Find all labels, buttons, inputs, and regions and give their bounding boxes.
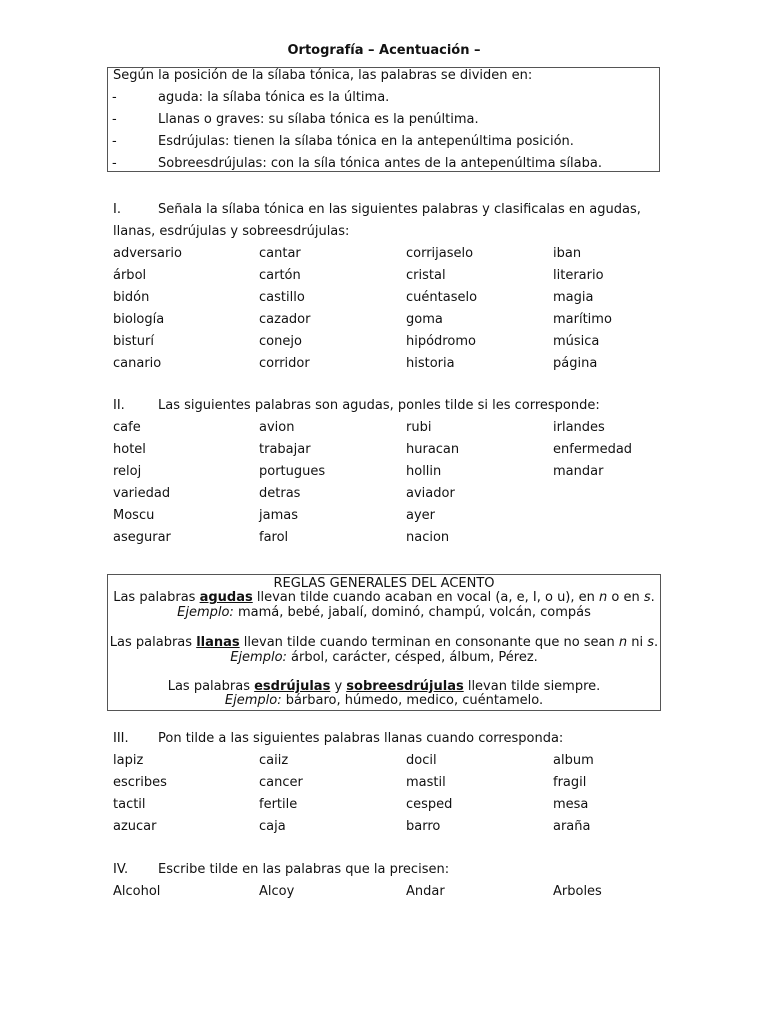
keyword-llanas: llanas [196,635,240,650]
word-cell: cafe [113,420,141,435]
word-cell: página [553,356,598,371]
word-cell: cancer [259,775,303,790]
word-cell: rubi [406,420,432,435]
intro-dash: - [112,90,117,105]
word-cell: bidón [113,290,150,305]
exercise-4-number: IV. [113,862,129,877]
intro-item: Esdrújulas: tienen la sílaba tónica en la antepenúltima posición. [158,134,574,149]
rule-agudas-example: Ejemplo: mamá, bebé, jabalí, dominó, champú, volcán, compás [177,605,591,620]
word-cell: avion [259,420,295,435]
word-cell: adversario [113,246,182,261]
intro-dash: - [112,112,117,127]
word-cell: barro [406,819,441,834]
word-cell: goma [406,312,443,327]
word-cell: Arboles [553,884,602,899]
exercise-1-instruction: Señala la sílaba tónica en las siguientes palabras y clasificalas en agudas, [158,202,641,217]
word-cell: caiiz [259,753,289,768]
word-cell: azucar [113,819,157,834]
word-cell: mastil [406,775,446,790]
word-cell: corridor [259,356,310,371]
word-cell: trabajar [259,442,311,457]
word-cell: iban [553,246,582,261]
intro-lead: Según la posición de la sílaba tónica, las palabras se dividen en: [113,68,533,83]
word-cell: canario [113,356,162,371]
exercise-2-number: II. [113,398,125,413]
word-cell: árbol [113,268,147,283]
intro-dash: - [112,156,117,171]
rule-esdrujulas-example: Ejemplo: bárbaro, húmedo, medico, cuéntamelo. [224,693,544,708]
exercise-1-instruction-cont: llanas, esdrújulas y sobreesdrújulas: [113,224,350,239]
word-cell: cazador [259,312,311,327]
word-cell: detras [259,486,301,501]
keyword-agudas: agudas [199,590,253,605]
word-cell: farol [259,530,289,545]
exercise-3-number: III. [113,731,129,746]
exercise-4-instruction: Escribe tilde en las palabras que la precisen: [158,862,450,877]
keyword-esdrujulas: esdrújulas [254,679,331,694]
word-cell: hipódromo [406,334,476,349]
rules-heading: REGLAS GENERALES DEL ACENTO [273,576,495,591]
word-cell: conejo [259,334,302,349]
word-cell: caja [259,819,286,834]
word-cell: huracan [406,442,460,457]
word-cell: historia [406,356,455,371]
word-cell: Andar [406,884,445,899]
word-cell: magia [553,290,594,305]
rule-llanas-example: Ejemplo: árbol, carácter, césped, álbum, Pérez. [230,650,538,665]
rule-llanas: Las palabras llanas llevan tilde cuando terminan en consonante que no sean n ni s. [109,635,659,650]
word-cell: jamas [259,508,298,523]
word-cell: fragil [553,775,587,790]
word-cell: lapiz [113,753,144,768]
word-cell: irlandes [553,420,605,435]
intro-item: Llanas o graves: su sílaba tónica es la penúltima. [158,112,479,127]
word-cell: marítimo [553,312,612,327]
word-cell: album [553,753,594,768]
rules-box [107,574,661,711]
word-cell: enfermedad [553,442,633,457]
word-cell: Alcohol [113,884,161,899]
page-title: Ortografía – Acentuación – [287,43,481,58]
word-cell: hotel [113,442,146,457]
intro-item: Sobreesdrújulas: con la síla tónica antes de la antepenúltima sílaba. [158,156,602,171]
keyword-sobreesdrujulas: sobreesdrújulas [346,679,464,694]
word-cell: literario [553,268,604,283]
rule-agudas: Las palabras agudas llevan tilde cuando acaban en vocal (a, e, I, o u), en n o en s. [113,590,655,605]
word-cell: biología [113,312,165,327]
word-cell: asegurar [113,530,171,545]
word-cell: nacion [406,530,450,545]
intro-item: aguda: la sílaba tónica es la última. [158,90,390,105]
word-cell: hollin [406,464,442,479]
rule-esdrujulas: Las palabras esdrújulas y sobreesdrújulas llevan tilde siempre. [167,679,601,694]
word-cell: corrijaselo [406,246,474,261]
word-cell: fertile [259,797,298,812]
word-cell: cantar [259,246,301,261]
word-cell: cuéntaselo [406,290,478,305]
word-cell: reloj [113,464,142,479]
word-cell: Alcoy [259,884,295,899]
exercise-2-instruction: Las siguientes palabras son agudas, ponles tilde si les corresponde: [158,398,600,413]
word-cell: aviador [406,486,455,501]
word-cell: variedad [113,486,171,501]
word-cell: cristal [406,268,446,283]
exercise-1-number: I. [113,202,121,217]
word-cell: escribes [113,775,167,790]
word-cell: portugues [259,464,326,479]
word-cell: araña [553,819,591,834]
intro-dash: - [112,134,117,149]
word-cell: docil [406,753,437,768]
word-cell: tactil [113,797,146,812]
word-cell: mandar [553,464,604,479]
word-cell: cartón [259,268,301,283]
word-cell: castillo [259,290,305,305]
word-cell: mesa [553,797,589,812]
word-cell: ayer [406,508,436,523]
word-cell: Moscu [113,508,155,523]
word-cell: bisturí [113,334,154,349]
exercise-3-instruction: Pon tilde a las siguientes palabras llanas cuando corresponda: [158,731,564,746]
word-cell: cesped [406,797,453,812]
word-cell: música [553,334,600,349]
